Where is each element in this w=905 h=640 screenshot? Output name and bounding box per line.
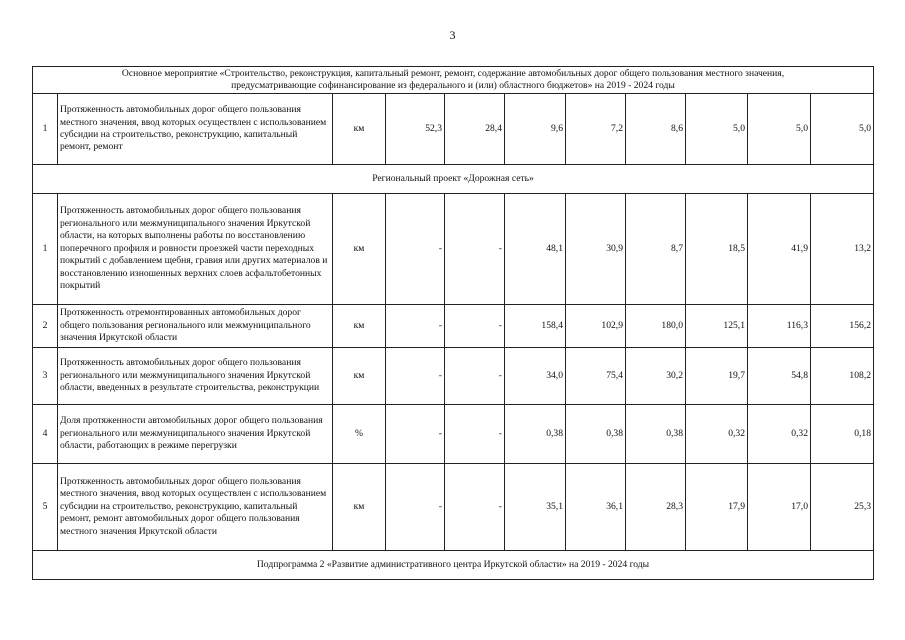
value-cell: 108,2 xyxy=(811,348,874,405)
indicator-name: Доля протяженности автомобильных дорог общего пользования регионального или межмуниципального значения Иркутской области, работающих в режиме перегрузки xyxy=(58,405,333,464)
value-cell: 25,3 xyxy=(811,464,874,551)
table-row xyxy=(33,94,874,165)
table-row xyxy=(33,348,874,405)
value-cell: 8,7 xyxy=(626,194,686,305)
value-cell: 102,9 xyxy=(566,305,626,348)
section-row-regional-project xyxy=(33,165,874,194)
value-cell: 156,2 xyxy=(811,305,874,348)
value-cell: - xyxy=(386,194,445,305)
table-row xyxy=(33,305,874,348)
value-cell: 30,2 xyxy=(626,348,686,405)
value-cell: - xyxy=(445,348,505,405)
value-cell: 180,0 xyxy=(626,305,686,348)
value-cell: 36,1 xyxy=(566,464,626,551)
value-cell: - xyxy=(445,464,505,551)
row-number: 3 xyxy=(33,348,58,405)
value-cell: 0,32 xyxy=(748,405,811,464)
value-cell: 17,0 xyxy=(748,464,811,551)
value-cell: 19,7 xyxy=(686,348,748,405)
value-cell: - xyxy=(445,305,505,348)
unit-cell: % xyxy=(333,405,386,464)
value-cell: 54,8 xyxy=(748,348,811,405)
value-cell: - xyxy=(386,305,445,348)
value-cell: 0,38 xyxy=(566,405,626,464)
unit-cell: км xyxy=(333,305,386,348)
value-cell: 7,2 xyxy=(566,94,626,165)
value-cell: 48,1 xyxy=(505,194,566,305)
value-cell: - xyxy=(386,464,445,551)
indicator-name: Протяженность автомобильных дорог общего пользования регионального или межмуниципального значения Иркутской области, введенных в результате строительства, реконструкции xyxy=(58,348,333,405)
value-cell: 125,1 xyxy=(686,305,748,348)
value-cell: 30,9 xyxy=(566,194,626,305)
value-cell: - xyxy=(445,405,505,464)
section-row-subprogram xyxy=(33,551,874,580)
unit-cell: км xyxy=(333,94,386,165)
value-cell: 0,38 xyxy=(505,405,566,464)
unit-cell: км xyxy=(333,194,386,305)
section-title-regional-project: Региональный проект «Дорожная сеть» xyxy=(33,165,874,194)
row-number: 5 xyxy=(33,464,58,551)
row-number: 1 xyxy=(33,94,58,165)
value-cell: 5,0 xyxy=(686,94,748,165)
value-cell: 52,3 xyxy=(386,94,445,165)
table-row xyxy=(33,405,874,464)
value-cell: 8,6 xyxy=(626,94,686,165)
value-cell: 158,4 xyxy=(505,305,566,348)
value-cell: 18,5 xyxy=(686,194,748,305)
value-cell: 28,3 xyxy=(626,464,686,551)
section-title-subprogram: Подпрограмма 2 «Развитие административного центра Иркутской области» на 2019 - 2024 годы xyxy=(33,551,874,580)
value-cell: 116,3 xyxy=(748,305,811,348)
indicator-name: Протяженность автомобильных дорог общего пользования местного значения, ввод которых осуществлен с использованием субсидии на строительство, реконструкцию, капитальный ремонт, ремонт xyxy=(58,94,333,165)
value-cell: 5,0 xyxy=(811,94,874,165)
value-cell: - xyxy=(445,194,505,305)
value-cell: - xyxy=(386,405,445,464)
unit-cell: км xyxy=(333,348,386,405)
value-cell: 75,4 xyxy=(566,348,626,405)
value-cell: 0,38 xyxy=(626,405,686,464)
value-cell: 17,9 xyxy=(686,464,748,551)
table-row xyxy=(33,194,874,305)
value-cell: - xyxy=(386,348,445,405)
value-cell: 28,4 xyxy=(445,94,505,165)
table-row xyxy=(33,464,874,551)
page-number: 3 xyxy=(449,28,456,42)
value-cell: 5,0 xyxy=(748,94,811,165)
section-title-main-event: Основное мероприятие «Строительство, реконструкция, капитальный ремонт, ремонт, содержание автомобильных дорог общего пользования местного значения, предусматривающие софинансирование из федерального и (или) областного бюджетов» на 2019 - 2024 годы xyxy=(33,67,874,94)
row-number: 4 xyxy=(33,405,58,464)
value-cell: 13,2 xyxy=(811,194,874,305)
value-cell: 9,6 xyxy=(505,94,566,165)
value-cell: 41,9 xyxy=(748,194,811,305)
value-cell: 0,32 xyxy=(686,405,748,464)
indicator-name: Протяженность автомобильных дорог общего пользования регионального или межмуниципального значения Иркутской области, на которых выполнены работы по восстановлению поперечного профиля и ровности проезжей части переходных покрытий с добавлением щебня, гравия или других материалов и восстановлению изношенных верхних слоев асфальтобетонных покрытий xyxy=(58,194,333,305)
indicator-name: Протяженность автомобильных дорог общего пользования местного значения, ввод которых осуществлен с использованием субсидии на строительство, реконструкцию, капитальный ремонт, ремонт автомобильных дорог общего пользования местного значения Иркутской области xyxy=(58,464,333,551)
unit-cell: км xyxy=(333,464,386,551)
row-number: 1 xyxy=(33,194,58,305)
value-cell: 0,18 xyxy=(811,405,874,464)
section-row-main-event xyxy=(33,67,874,94)
value-cell: 34,0 xyxy=(505,348,566,405)
row-number: 2 xyxy=(33,305,58,348)
indicator-name: Протяженность отремонтированных автомобильных дорог общего пользования регионального или межмуниципального значения Иркутской области xyxy=(58,305,333,348)
value-cell: 35,1 xyxy=(505,464,566,551)
indicators-table xyxy=(32,66,874,580)
